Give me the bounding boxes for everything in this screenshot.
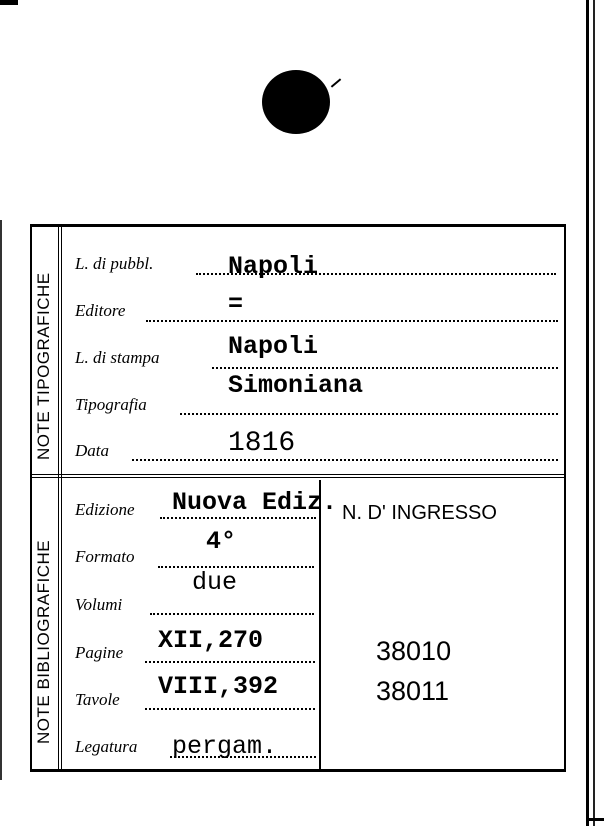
plates-value: VIII,392 bbox=[158, 672, 279, 701]
publisher-label: Editore bbox=[75, 301, 126, 320]
format-value: 4° bbox=[206, 527, 237, 556]
edition-line bbox=[160, 517, 316, 519]
scan-edge-mark-bottom bbox=[586, 818, 604, 821]
column-divider bbox=[319, 480, 321, 770]
publisher-value: = bbox=[228, 290, 244, 319]
scan-edge-line-right bbox=[586, 0, 589, 826]
date-label: Data bbox=[75, 441, 109, 460]
place-of-printing-value: Napoli bbox=[228, 332, 319, 361]
volumes-value: due bbox=[192, 568, 238, 597]
section-label-typographic: NOTE TIPOGRAFICHE bbox=[34, 272, 53, 460]
scan-edge-line-right-inner bbox=[593, 0, 595, 826]
pages-line bbox=[145, 661, 315, 663]
punch-hole-nick bbox=[331, 78, 341, 87]
ingresso-number: 38011 bbox=[376, 676, 450, 706]
ingresso-number: 38010 bbox=[376, 636, 452, 666]
scan-edge-mark bbox=[0, 0, 18, 5]
printer-label: Tipografia bbox=[75, 395, 147, 414]
volumes-line bbox=[150, 613, 314, 615]
punch-hole bbox=[262, 70, 330, 134]
edition-value: Nuova Ediz. bbox=[172, 488, 338, 517]
edition-label: Edizione bbox=[75, 500, 135, 519]
plates-label: Tavole bbox=[75, 690, 120, 709]
place-of-printing-label: L. di stampa bbox=[75, 348, 160, 367]
pages-value: XII,270 bbox=[158, 626, 264, 655]
scan-edge-line-left bbox=[0, 220, 2, 780]
printer-value: Simoniana bbox=[228, 371, 364, 400]
place-of-printing-line bbox=[212, 367, 558, 369]
date-line bbox=[132, 459, 558, 461]
sidebar-divider bbox=[58, 226, 63, 770]
volumes-label: Volumi bbox=[75, 595, 123, 614]
ingresso-header: N. D' INGRESSO bbox=[342, 502, 497, 524]
format-label: Formato bbox=[75, 547, 135, 566]
plates-line bbox=[145, 708, 315, 710]
place-of-publication-value: Napoli bbox=[228, 252, 319, 281]
binding-label: Legatura bbox=[75, 737, 138, 756]
pages-label: Pagine bbox=[75, 643, 124, 662]
binding-value: pergam. bbox=[172, 732, 278, 761]
printer-line bbox=[180, 413, 558, 415]
date-value: 1816 bbox=[228, 428, 296, 459]
section-divider bbox=[32, 474, 564, 478]
place-of-publication-label: L. di pubbl. bbox=[75, 254, 154, 273]
section-label-bibliographic: NOTE BIBLIOGRAFICHE bbox=[34, 539, 53, 744]
publisher-line bbox=[146, 320, 558, 322]
